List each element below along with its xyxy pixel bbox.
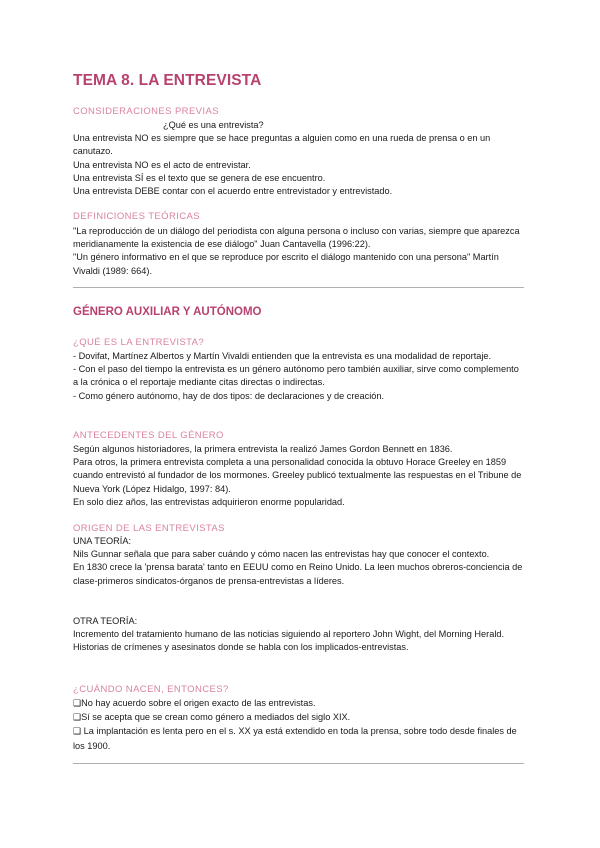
page-title: TEMA 8. LA ENTREVISTA (73, 72, 262, 89)
section-title: GÉNERO AUXILIAR Y AUTÓNOMO (73, 306, 262, 318)
que-es-line: - Como género autónomo, hay de dos tipos: de declaraciones y de creación. (73, 390, 385, 401)
consideraciones-question: ¿Qué es una entrevista? (163, 120, 264, 130)
divider (73, 287, 524, 288)
list-item: ❑Sí se acepta que se crean como género a mediados del siglo XIX. (73, 712, 351, 724)
antecedentes-body (73, 443, 523, 509)
que-es-heading: ¿QUÉ ES LA ENTREVISTA? (73, 337, 205, 348)
consideraciones-body (73, 119, 523, 198)
antecedentes-line: En solo diez años, las entrevistas adquirieron enorme popularidad. (73, 496, 345, 507)
definicion-line: "Un género informativo en el que se reproduce por escrito el diálogo mantenido con una persona" Martín Vivaldi (1989: 664). (73, 252, 499, 276)
origen-line: Incremento del tratamiento humano de las noticias siguiendo al reportero John Wight, del Morning Herald. (73, 629, 505, 640)
checkbox-icon: ❑ (73, 699, 82, 709)
list-item: ❑No hay acuerdo sobre el origen exacto de las entrevistas. (73, 698, 316, 709)
consideraciones-line: Una entrevista NO es el acto de entrevistar. (73, 159, 251, 170)
origen-line: Historias de crímenes y asesinatos donde se habla con los implicados-entrevistas. (73, 642, 409, 653)
consideraciones-line: Una entrevista NO es siempre que se hace preguntas a alguien como en una rueda de prensa o en un canutazo. (73, 133, 491, 157)
cuando-heading: ¿CUÁNDO NACEN, ENTONCES? (73, 684, 229, 695)
consideraciones-line: Una entrevista DEBE contar con el acuerdo entre entrevistador y entrevistado. (73, 186, 393, 197)
origen-label-1: UNA TEORÍA: (73, 536, 132, 546)
origen-body-1 (73, 535, 523, 588)
checkbox-icon: ❑ (73, 713, 82, 724)
definicion-line: "La reproducción de un diálogo del periodista con alguna persona o incluso con varias, siempre que aparezca meridianamente la existencia de ese diálogo" Juan Cantavella (1996:22). (73, 226, 520, 250)
antecedentes-heading: ANTECEDENTES DEL GÉNERO (73, 430, 224, 441)
checkbox-icon: ❑ (73, 727, 82, 738)
que-es-line: - Con el paso del tiempo la entrevista es un género autónomo pero también auxiliar, sirve como complemento a la crónica o el reportaje mediante citas directas o indirectas. (73, 364, 519, 388)
definiciones-heading: DEFINICIONES TEÓRICAS (73, 211, 200, 222)
que-es-body (73, 350, 523, 403)
origen-body-2 (73, 615, 523, 655)
consideraciones-line: Una entrevista SÍ es el texto que se genera de ese encuentro. (73, 172, 326, 183)
cuando-body (73, 697, 523, 753)
origen-line: En 1830 crece la 'prensa barata' tanto en EEUU como en Reino Unido. La leen muchos obreros-conciencia de clase-primeros sindicatos-órganos de prensa-entrevistas a líderes. (73, 562, 523, 586)
divider (73, 763, 524, 764)
origen-label-2: OTRA TEORÍA: (73, 616, 138, 626)
origen-heading: ORIGEN DE LAS ENTREVISTAS (73, 523, 225, 534)
que-es-line: - Dovifat, Martínez Albertos y Martín Vivaldi entienden que la entrevista es una modalidad de reportaje. (73, 351, 492, 361)
origen-line: Nils Gunnar señala que para saber cuándo y cómo nacen las entrevistas hay que conocer el contexto. (73, 549, 490, 560)
definiciones-body (73, 225, 523, 278)
consideraciones-heading: CONSIDERACIONES PREVIAS (73, 106, 219, 117)
antecedentes-line: Para otros, la primera entrevista completa a una personalidad conocida la obtuvo Horace Greeley en 1859 cuando entrevistó al fundador de los mormones. Greeley publicó textualmente las respuestas en el Tribune de Nueva York (López Hidalgo, 1997: 84). (73, 457, 522, 494)
antecedentes-line: Según algunos historiadores, la primera entrevista la realizó James Gordon Bennett en 1836. (73, 444, 453, 454)
list-item: ❑ La implantación es lenta pero en el s. XX ya está extendido en toda la prensa, sobre todo desde finales de los 1900. (73, 726, 517, 751)
